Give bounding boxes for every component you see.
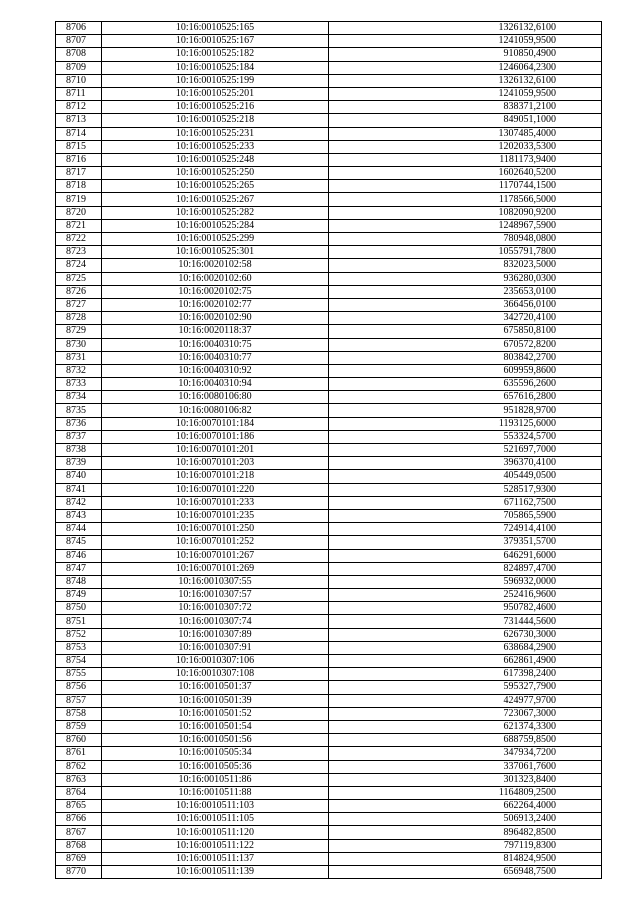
row-number-cell: 8727 [56,298,102,311]
table-row [56,800,602,813]
cadastral-number-cell: 10:16:0070101:186 [102,430,329,443]
table-row [56,444,602,457]
table-row [56,246,602,259]
value-cell: 675850,8100 [329,325,602,338]
cadastral-number-cell: 10:16:0010525:284 [102,219,329,232]
table-row [56,430,602,443]
value-cell: 553324,5700 [329,430,602,443]
row-number-cell: 8747 [56,562,102,575]
row-number-cell: 8716 [56,153,102,166]
row-number-cell: 8721 [56,219,102,232]
table-row [56,523,602,536]
table-row [56,219,602,232]
value-cell: 342720,4100 [329,312,602,325]
value-cell: 635596,2600 [329,378,602,391]
row-number-cell: 8706 [56,22,102,35]
table-row [56,720,602,733]
row-number-cell: 8710 [56,74,102,87]
value-cell: 1193125,6000 [329,417,602,430]
cadastral-number-cell: 10:16:0040310:75 [102,338,329,351]
value-cell: 638684,2900 [329,641,602,654]
table-row [56,180,602,193]
cadastral-number-cell: 10:16:0080106:80 [102,391,329,404]
value-cell: 936280,0300 [329,272,602,285]
row-number-cell: 8756 [56,681,102,694]
table-row [56,338,602,351]
value-cell: 803842,2700 [329,351,602,364]
value-cell: 824897,4700 [329,562,602,575]
cadastral-number-cell: 10:16:0070101:269 [102,562,329,575]
cadastral-number-cell: 10:16:0040310:92 [102,364,329,377]
table-row [56,575,602,588]
cadastral-number-cell: 10:16:0010511:88 [102,786,329,799]
cadastral-number-cell: 10:16:0080106:82 [102,404,329,417]
cadastral-number-cell: 10:16:0010501:39 [102,694,329,707]
row-number-cell: 8715 [56,140,102,153]
value-cell: 424977,9700 [329,694,602,707]
table-row [56,48,602,61]
row-number-cell: 8761 [56,747,102,760]
cadastral-number-cell: 10:16:0010307:89 [102,628,329,641]
value-cell: 521697,7000 [329,444,602,457]
row-number-cell: 8708 [56,48,102,61]
cadastral-number-cell: 10:16:0010511:120 [102,826,329,839]
row-number-cell: 8729 [56,325,102,338]
cadastral-number-cell: 10:16:0010505:36 [102,760,329,773]
table-row [56,852,602,865]
row-number-cell: 8755 [56,668,102,681]
cadastral-number-cell: 10:16:0010525:265 [102,180,329,193]
table-row [56,351,602,364]
row-number-cell: 8757 [56,694,102,707]
cadastral-number-cell: 10:16:0010511:86 [102,773,329,786]
table-row [56,470,602,483]
value-cell: 301323,8400 [329,773,602,786]
table-row [56,325,602,338]
row-number-cell: 8765 [56,800,102,813]
row-number-cell: 8768 [56,839,102,852]
table-body [56,22,602,879]
value-cell: 396370,4100 [329,457,602,470]
row-number-cell: 8717 [56,167,102,180]
row-number-cell: 8760 [56,734,102,747]
cadastral-number-cell: 10:16:0020102:77 [102,298,329,311]
data-table [55,21,602,879]
table-row [56,87,602,100]
cadastral-number-cell: 10:16:0020118:37 [102,325,329,338]
value-cell: 1181173,9400 [329,153,602,166]
table-row [56,681,602,694]
row-number-cell: 8731 [56,351,102,364]
row-number-cell: 8752 [56,628,102,641]
value-cell: 1602640,5200 [329,167,602,180]
row-number-cell: 8711 [56,87,102,100]
cadastral-number-cell: 10:16:0070101:252 [102,536,329,549]
cadastral-number-cell: 10:16:0020102:60 [102,272,329,285]
row-number-cell: 8735 [56,404,102,417]
table-row [56,298,602,311]
table-row [56,813,602,826]
cadastral-number-cell: 10:16:0010307:91 [102,641,329,654]
table-row [56,786,602,799]
value-cell: 670572,8200 [329,338,602,351]
table-row [56,509,602,522]
value-cell: 662264,4000 [329,800,602,813]
row-number-cell: 8733 [56,378,102,391]
cadastral-number-cell: 10:16:0010511:122 [102,839,329,852]
table-row [56,483,602,496]
value-cell: 656948,7500 [329,866,602,879]
value-cell: 366456,0100 [329,298,602,311]
table-row [56,272,602,285]
row-number-cell: 8753 [56,641,102,654]
value-cell: 1178566,5000 [329,193,602,206]
cadastral-number-cell: 10:16:0010511:137 [102,852,329,865]
cadastral-number-cell: 10:16:0010525:167 [102,35,329,48]
row-number-cell: 8723 [56,246,102,259]
cadastral-number-cell: 10:16:0010525:301 [102,246,329,259]
table-row [56,140,602,153]
cadastral-number-cell: 10:16:0010525:233 [102,140,329,153]
cadastral-number-cell: 10:16:0070101:218 [102,470,329,483]
value-cell: 252416,9600 [329,589,602,602]
table-row [56,101,602,114]
cadastral-number-cell: 10:16:0010307:74 [102,615,329,628]
row-number-cell: 8720 [56,206,102,219]
value-cell: 671162,7500 [329,496,602,509]
cadastral-number-cell: 10:16:0010511:139 [102,866,329,879]
cadastral-number-cell: 10:16:0010525:250 [102,167,329,180]
value-cell: 617398,2400 [329,668,602,681]
cadastral-number-cell: 10:16:0010525:216 [102,101,329,114]
table-row [56,457,602,470]
cadastral-number-cell: 10:16:0070101:250 [102,523,329,536]
cadastral-number-cell: 10:16:0010525:267 [102,193,329,206]
value-cell: 662861,4900 [329,655,602,668]
value-cell: 1326132,6100 [329,22,602,35]
row-number-cell: 8751 [56,615,102,628]
cadastral-number-cell: 10:16:0010511:105 [102,813,329,826]
value-cell: 838371,2100 [329,101,602,114]
value-cell: 1164809,2500 [329,786,602,799]
row-number-cell: 8750 [56,602,102,615]
row-number-cell: 8734 [56,391,102,404]
table-row [56,641,602,654]
cadastral-number-cell: 10:16:0010525:299 [102,233,329,246]
row-number-cell: 8732 [56,364,102,377]
cadastral-number-cell: 10:16:0010505:34 [102,747,329,760]
table-row [56,839,602,852]
value-cell: 705865,5900 [329,509,602,522]
cadastral-number-cell: 10:16:0010525:165 [102,22,329,35]
row-number-cell: 8748 [56,575,102,588]
table-row [56,694,602,707]
cadastral-value-table [55,21,601,879]
value-cell: 780948,0800 [329,233,602,246]
row-number-cell: 8741 [56,483,102,496]
cadastral-number-cell: 10:16:0010501:52 [102,707,329,720]
cadastral-number-cell: 10:16:0010501:37 [102,681,329,694]
cadastral-number-cell: 10:16:0070101:220 [102,483,329,496]
table-row [56,655,602,668]
cadastral-number-cell: 10:16:0070101:203 [102,457,329,470]
table-row [56,615,602,628]
value-cell: 1241059,9500 [329,87,602,100]
cadastral-number-cell: 10:16:0020102:75 [102,285,329,298]
table-row [56,496,602,509]
table-row [56,391,602,404]
row-number-cell: 8719 [56,193,102,206]
cadastral-number-cell: 10:16:0010307:55 [102,575,329,588]
value-cell: 595327,7900 [329,681,602,694]
value-cell: 723067,3000 [329,707,602,720]
value-cell: 1248967,5900 [329,219,602,232]
value-cell: 797119,8300 [329,839,602,852]
row-number-cell: 8722 [56,233,102,246]
cadastral-number-cell: 10:16:0070101:235 [102,509,329,522]
table-row [56,259,602,272]
table-row [56,378,602,391]
table-row [56,74,602,87]
table-row [56,114,602,127]
table-row [56,206,602,219]
table-row [56,233,602,246]
value-cell: 1082090,9200 [329,206,602,219]
row-number-cell: 8714 [56,127,102,140]
table-row [56,826,602,839]
table-row [56,404,602,417]
value-cell: 849051,1000 [329,114,602,127]
row-number-cell: 8749 [56,589,102,602]
row-number-cell: 8707 [56,35,102,48]
cadastral-number-cell: 10:16:0010525:248 [102,153,329,166]
cadastral-number-cell: 10:16:0040310:77 [102,351,329,364]
value-cell: 731444,5600 [329,615,602,628]
row-number-cell: 8754 [56,655,102,668]
value-cell: 1246064,2300 [329,61,602,74]
table-row [56,285,602,298]
table-row [56,668,602,681]
cadastral-number-cell: 10:16:0040310:94 [102,378,329,391]
row-number-cell: 8730 [56,338,102,351]
row-number-cell: 8718 [56,180,102,193]
table-row [56,193,602,206]
table-row [56,364,602,377]
cadastral-number-cell: 10:16:0010525:231 [102,127,329,140]
table-row [56,628,602,641]
value-cell: 646291,6000 [329,549,602,562]
row-number-cell: 8762 [56,760,102,773]
value-cell: 910850,4900 [329,48,602,61]
table-row [56,549,602,562]
value-cell: 832023,5000 [329,259,602,272]
value-cell: 626730,3000 [329,628,602,641]
cadastral-number-cell: 10:16:0010501:54 [102,720,329,733]
table-row [56,127,602,140]
row-number-cell: 8742 [56,496,102,509]
cadastral-number-cell: 10:16:0010307:72 [102,602,329,615]
value-cell: 235653,0100 [329,285,602,298]
table-row [56,22,602,35]
value-cell: 1202033,5300 [329,140,602,153]
cadastral-number-cell: 10:16:0010501:56 [102,734,329,747]
value-cell: 609959,8600 [329,364,602,377]
row-number-cell: 8739 [56,457,102,470]
value-cell: 379351,5700 [329,536,602,549]
row-number-cell: 8759 [56,720,102,733]
table-row [56,35,602,48]
table-row [56,562,602,575]
cadastral-number-cell: 10:16:0010525:201 [102,87,329,100]
value-cell: 506913,2400 [329,813,602,826]
cadastral-number-cell: 10:16:0070101:267 [102,549,329,562]
value-cell: 688759,8500 [329,734,602,747]
row-number-cell: 8737 [56,430,102,443]
value-cell: 1170744,1500 [329,180,602,193]
value-cell: 347934,7200 [329,747,602,760]
row-number-cell: 8726 [56,285,102,298]
cadastral-number-cell: 10:16:0010525:199 [102,74,329,87]
table-row [56,589,602,602]
row-number-cell: 8766 [56,813,102,826]
cadastral-number-cell: 10:16:0010511:103 [102,800,329,813]
row-number-cell: 8728 [56,312,102,325]
cadastral-number-cell: 10:16:0010307:108 [102,668,329,681]
value-cell: 950782,4600 [329,602,602,615]
table-row [56,61,602,74]
row-number-cell: 8713 [56,114,102,127]
row-number-cell: 8767 [56,826,102,839]
row-number-cell: 8725 [56,272,102,285]
row-number-cell: 8743 [56,509,102,522]
row-number-cell: 8769 [56,852,102,865]
cadastral-number-cell: 10:16:0020102:90 [102,312,329,325]
table-row [56,734,602,747]
cadastral-number-cell: 10:16:0070101:233 [102,496,329,509]
value-cell: 657616,2800 [329,391,602,404]
row-number-cell: 8724 [56,259,102,272]
cadastral-number-cell: 10:16:0010525:184 [102,61,329,74]
table-row [56,536,602,549]
value-cell: 337061,7600 [329,760,602,773]
row-number-cell: 8740 [56,470,102,483]
value-cell: 621374,3300 [329,720,602,733]
table-row [56,153,602,166]
value-cell: 596932,0000 [329,575,602,588]
value-cell: 1055791,7800 [329,246,602,259]
row-number-cell: 8770 [56,866,102,879]
cadastral-number-cell: 10:16:0010525:282 [102,206,329,219]
cadastral-number-cell: 10:16:0020102:58 [102,259,329,272]
cadastral-number-cell: 10:16:0010307:106 [102,655,329,668]
cadastral-number-cell: 10:16:0070101:201 [102,444,329,457]
value-cell: 405449,0500 [329,470,602,483]
cadastral-number-cell: 10:16:0010307:57 [102,589,329,602]
table-row [56,602,602,615]
row-number-cell: 8736 [56,417,102,430]
row-number-cell: 8744 [56,523,102,536]
table-row [56,773,602,786]
table-row [56,167,602,180]
cadastral-number-cell: 10:16:0070101:184 [102,417,329,430]
value-cell: 896482,8500 [329,826,602,839]
value-cell: 814824,9500 [329,852,602,865]
table-row [56,747,602,760]
row-number-cell: 8763 [56,773,102,786]
row-number-cell: 8709 [56,61,102,74]
cadastral-number-cell: 10:16:0010525:218 [102,114,329,127]
value-cell: 1307485,4000 [329,127,602,140]
table-row [56,707,602,720]
row-number-cell: 8738 [56,444,102,457]
value-cell: 528517,9300 [329,483,602,496]
table-row [56,866,602,879]
row-number-cell: 8758 [56,707,102,720]
value-cell: 1241059,9500 [329,35,602,48]
table-row [56,417,602,430]
table-row [56,760,602,773]
value-cell: 1326132,6100 [329,74,602,87]
row-number-cell: 8764 [56,786,102,799]
row-number-cell: 8745 [56,536,102,549]
value-cell: 724914,4100 [329,523,602,536]
value-cell: 951828,9700 [329,404,602,417]
row-number-cell: 8712 [56,101,102,114]
cadastral-number-cell: 10:16:0010525:182 [102,48,329,61]
row-number-cell: 8746 [56,549,102,562]
table-row [56,312,602,325]
